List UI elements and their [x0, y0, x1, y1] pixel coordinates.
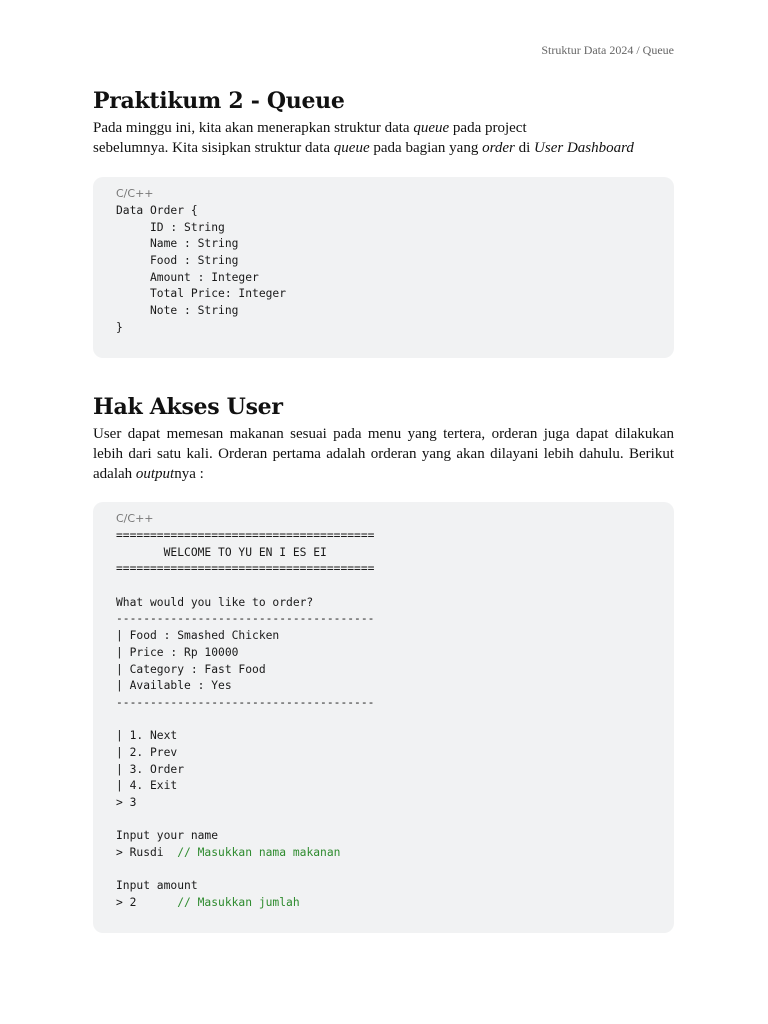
code-line: ====================================== [116, 529, 375, 542]
code-line: | 4. Exit [116, 779, 178, 793]
code-language-label: C/C++ [116, 187, 154, 200]
code-line: ====================================== [116, 562, 375, 576]
code-line: | 3. Order [116, 762, 185, 776]
code-line: | 2. Prev [116, 745, 178, 759]
code-line [116, 712, 652, 729]
section-title-praktikum: Praktikum 2 - Queue [93, 88, 345, 114]
code-line [116, 812, 652, 829]
code-line: Name : String [116, 237, 239, 251]
code-line: Amount : Integer [116, 270, 259, 284]
section-title-hak-akses: Hak Akses User [93, 394, 283, 420]
code-line: -------------------------------------- [116, 612, 375, 626]
code-line: Food : String [116, 254, 239, 268]
code-line: What would you like to order? [116, 595, 314, 609]
code-line: > 2 // Masukkan jumlah [116, 896, 300, 910]
code-line: > 3 [116, 796, 137, 809]
code-line [116, 578, 652, 595]
code-line: Total Price: Integer [116, 287, 287, 301]
code-line: Input amount [116, 879, 198, 893]
intro-line-2: sebelumnya. Kita sisipkan struktur data queue pada bagian yang order di User Dashboard [93, 140, 634, 156]
code-line: Note : String [116, 304, 239, 318]
code-line: Input your name [116, 829, 219, 843]
running-header: Struktur Data 2024 / Queue [541, 43, 674, 57]
code-line: | Price : Rp 10000 [116, 645, 239, 659]
code-line: } [116, 320, 123, 334]
code-line: WELCOME TO YU EN I ES EI [116, 545, 327, 559]
code-language-label: C/C++ [116, 512, 154, 525]
code-block-output [93, 502, 674, 933]
hak-akses-paragraph: User dapat memesan makanan sesuai pada menu yang tertera, orderan juga dapat dilakukan lebih dari satu kali. Orderan pertama adalah orderan yang akan dilayani lebih dahulu. Berikut adalah outputnya : [93, 426, 674, 482]
code-line: -------------------------------------- [116, 695, 375, 709]
code-line: | Category : Fast Food [116, 662, 266, 676]
code-line: | 1. Next [116, 729, 178, 743]
code-line: ID : String [116, 220, 225, 234]
code-block-order-struct [93, 177, 674, 358]
code-comment: // Masukkan jumlah [177, 896, 300, 910]
code-line: Data Order { [116, 204, 198, 217]
code-line: | Available : Yes [116, 679, 232, 693]
code-line [116, 862, 652, 879]
code-comment: // Masukkan nama makanan [177, 846, 341, 860]
intro-paragraph [93, 118, 683, 158]
code-line: | Food : Smashed Chicken [116, 629, 280, 643]
intro-line-1: Pada minggu ini, kita akan menerapkan struktur data queue pada project [93, 120, 527, 136]
code-line: > Rusdi // Masukkan nama makanan [116, 846, 341, 860]
